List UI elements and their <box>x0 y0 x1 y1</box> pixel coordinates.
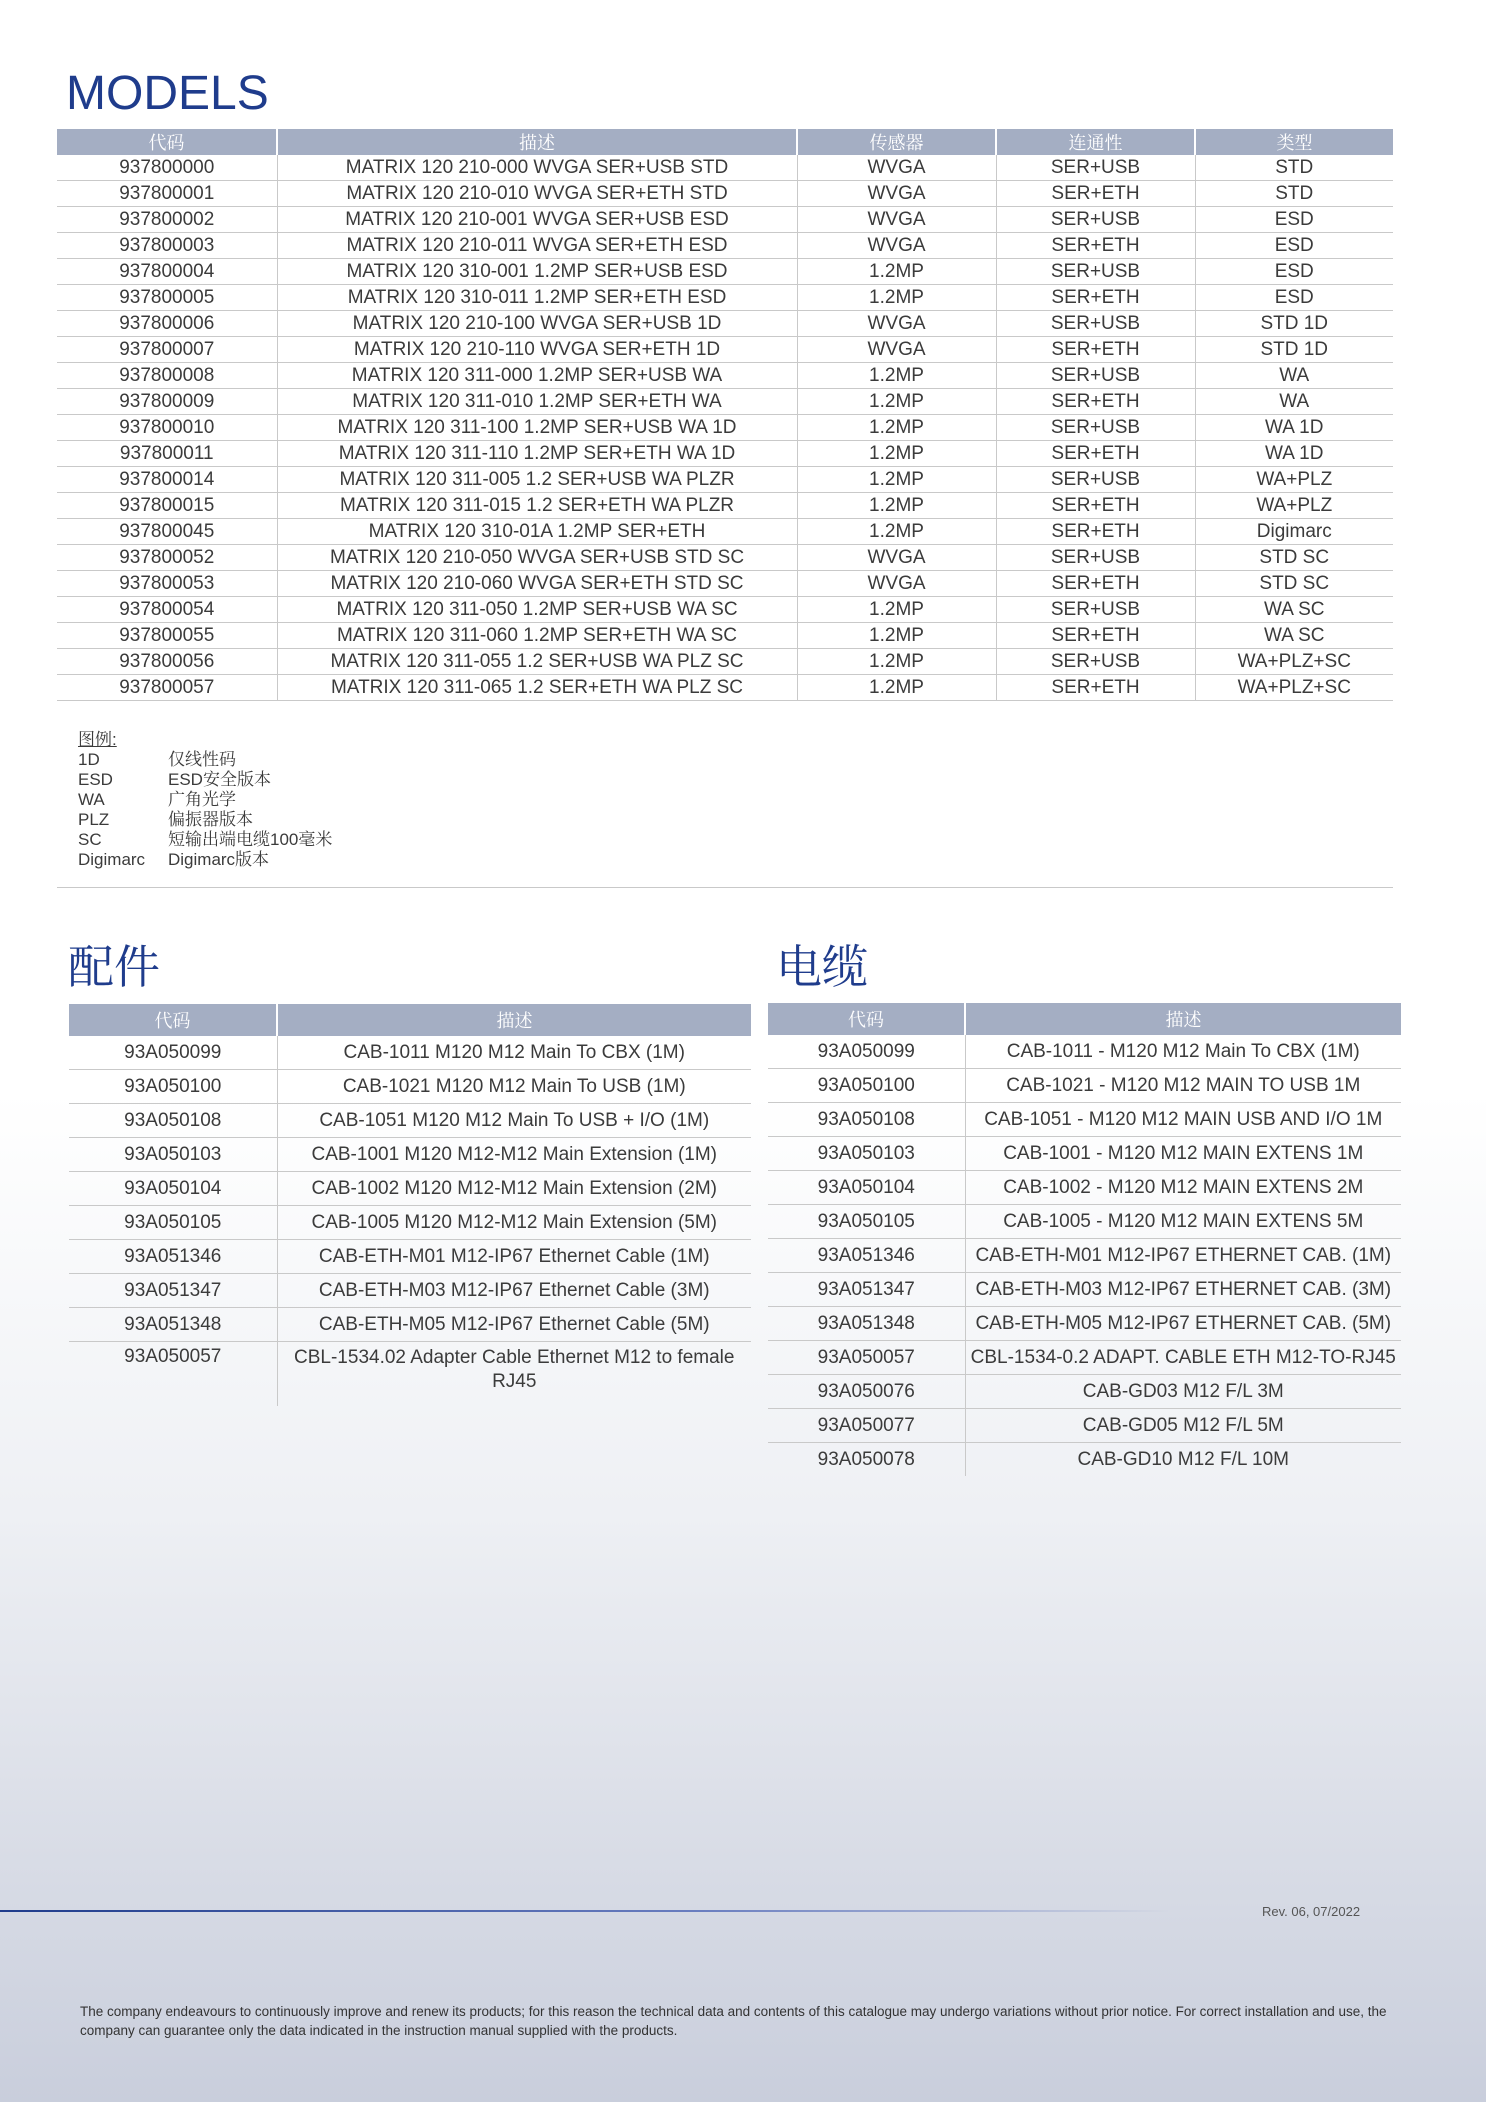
table-row <box>57 363 1393 389</box>
legend-key: 1D <box>78 750 100 769</box>
table-cell: CAB-1001 - M120 M12 MAIN EXTENS 1M <box>965 1137 1401 1171</box>
legend-key: Digimarc <box>78 850 146 869</box>
table-cell: WVGA <box>797 207 996 233</box>
code-cell: 937800052 <box>57 545 277 571</box>
table-row <box>57 389 1393 415</box>
code-cell: 937800010 <box>57 415 277 441</box>
table-row <box>57 467 1393 493</box>
code-cell: 937800007 <box>57 337 277 363</box>
table-row <box>69 1274 751 1308</box>
code-cell: 937800011 <box>57 441 277 467</box>
table-row <box>57 233 1393 259</box>
table-cell: CAB-ETH-M01 M12-IP67 Ethernet Cable (1M) <box>277 1240 751 1274</box>
models-body <box>57 155 1393 701</box>
table-cell: CAB-ETH-M03 M12-IP67 Ethernet Cable (3M) <box>277 1274 751 1308</box>
table-row <box>69 1172 751 1206</box>
code-cell: 93A051347 <box>768 1273 965 1307</box>
code-cell: 93A050078 <box>768 1443 965 1477</box>
cables-header-row <box>768 1003 1401 1035</box>
table-row <box>57 285 1393 311</box>
table-cell: WA+PLZ <box>1195 467 1393 493</box>
table-cell: WVGA <box>797 545 996 571</box>
table-row <box>69 1308 751 1342</box>
table-cell: CAB-ETH-M01 M12-IP67 ETHERNET CAB. (1M) <box>965 1239 1401 1273</box>
table-row <box>69 1036 751 1070</box>
table-cell: CAB-1011 M120 M12 Main To CBX (1M) <box>277 1036 751 1070</box>
table-cell: STD 1D <box>1195 311 1393 337</box>
table-cell: MATRIX 120 210-001 WVGA SER+USB ESD <box>277 207 797 233</box>
table-cell: SER+ETH <box>996 623 1195 649</box>
code-cell: 93A051348 <box>768 1307 965 1341</box>
section-divider <box>57 887 1393 888</box>
table-row <box>57 597 1393 623</box>
table-cell: WA+PLZ <box>1195 493 1393 519</box>
table-cell: STD SC <box>1195 545 1393 571</box>
code-cell: 93A050105 <box>768 1205 965 1239</box>
table-cell: MATRIX 120 310-011 1.2MP SER+ETH ESD <box>277 285 797 311</box>
code-cell: 937800056 <box>57 649 277 675</box>
table-row <box>768 1375 1401 1409</box>
table-row <box>57 441 1393 467</box>
table-cell: CAB-ETH-M05 M12-IP67 ETHERNET CAB. (5M) <box>965 1307 1401 1341</box>
models-header-row <box>57 129 1393 155</box>
code-cell: 937800057 <box>57 675 277 701</box>
column-header: 类型 <box>1195 129 1393 155</box>
table-cell: ESD <box>1195 259 1393 285</box>
table-cell: MATRIX 120 310-01A 1.2MP SER+ETH <box>277 519 797 545</box>
code-cell: 937800009 <box>57 389 277 415</box>
table-row <box>768 1409 1401 1443</box>
table-row <box>57 415 1393 441</box>
code-cell: 93A050103 <box>69 1138 277 1172</box>
table-cell: CAB-1021 M120 M12 Main To USB (1M) <box>277 1070 751 1104</box>
table-cell: MATRIX 120 310-001 1.2MP SER+USB ESD <box>277 259 797 285</box>
footer-accent-line <box>0 1910 1170 1912</box>
code-cell: 937800006 <box>57 311 277 337</box>
table-row <box>57 493 1393 519</box>
accessories-header-row <box>69 1004 751 1036</box>
table-row <box>768 1103 1401 1137</box>
table-cell: ESD <box>1195 233 1393 259</box>
legend-title: 图例: <box>78 730 117 749</box>
table-cell: MATRIX 120 210-100 WVGA SER+USB 1D <box>277 311 797 337</box>
table-row <box>69 1104 751 1138</box>
legend-value: 偏振器版本 <box>168 810 253 829</box>
table-cell: STD <box>1195 155 1393 181</box>
table-cell: ESD <box>1195 207 1393 233</box>
cables-table <box>768 1003 1401 1476</box>
table-cell: SER+USB <box>996 207 1195 233</box>
table-cell: 1.2MP <box>797 415 996 441</box>
table-cell: WA 1D <box>1195 415 1393 441</box>
code-cell: 937800055 <box>57 623 277 649</box>
table-cell: Digimarc <box>1195 519 1393 545</box>
table-cell: 1.2MP <box>797 675 996 701</box>
code-cell: 937800045 <box>57 519 277 545</box>
legend-item <box>78 770 332 790</box>
table-cell: WA 1D <box>1195 441 1393 467</box>
table-cell: MATRIX 120 311-060 1.2MP SER+ETH WA SC <box>277 623 797 649</box>
code-cell: 937800054 <box>57 597 277 623</box>
table-cell: SER+ETH <box>996 519 1195 545</box>
table-row <box>69 1206 751 1240</box>
table-cell: SER+USB <box>996 415 1195 441</box>
table-cell: SER+USB <box>996 311 1195 337</box>
legend-key: PLZ <box>78 810 110 829</box>
legend-item <box>78 750 332 770</box>
table-cell: SER+ETH <box>996 571 1195 597</box>
code-cell: 93A051346 <box>768 1239 965 1273</box>
table-row <box>768 1069 1401 1103</box>
table-cell: SER+USB <box>996 545 1195 571</box>
table-cell: CAB-1011 - M120 M12 Main To CBX (1M) <box>965 1035 1401 1069</box>
accessories-body <box>69 1036 751 1406</box>
code-cell: 93A050100 <box>69 1070 277 1104</box>
table-cell: WVGA <box>797 571 996 597</box>
code-cell: 93A050099 <box>768 1035 965 1069</box>
table-cell: WA <box>1195 389 1393 415</box>
table-row <box>57 649 1393 675</box>
column-header: 代码 <box>57 129 277 155</box>
table-cell: SER+USB <box>996 467 1195 493</box>
code-cell: 937800003 <box>57 233 277 259</box>
code-cell: 937800008 <box>57 363 277 389</box>
legend-value: 短输出端电缆100毫米 <box>168 830 333 849</box>
legend-key: SC <box>78 830 102 849</box>
table-cell: CAB-1005 - M120 M12 MAIN EXTENS 5M <box>965 1205 1401 1239</box>
column-header: 描述 <box>965 1003 1401 1035</box>
code-cell: 93A050100 <box>768 1069 965 1103</box>
table-cell: WVGA <box>797 233 996 259</box>
table-cell: 1.2MP <box>797 519 996 545</box>
table-cell: 1.2MP <box>797 441 996 467</box>
code-cell: 93A050057 <box>69 1342 277 1407</box>
code-cell: 93A051346 <box>69 1240 277 1274</box>
table-row <box>69 1138 751 1172</box>
table-row <box>768 1443 1401 1477</box>
table-cell: 1.2MP <box>797 597 996 623</box>
code-cell: 937800001 <box>57 181 277 207</box>
legend-key: ESD <box>78 770 113 789</box>
legend <box>78 730 332 870</box>
code-cell: 93A050103 <box>768 1137 965 1171</box>
models-table <box>57 129 1393 701</box>
table-cell: CBL-1534-0.2 ADAPT. CABLE ETH M12-TO-RJ45 <box>965 1341 1401 1375</box>
table-row <box>768 1239 1401 1273</box>
table-row <box>57 675 1393 701</box>
table-cell: 1.2MP <box>797 623 996 649</box>
table-cell: MATRIX 120 210-110 WVGA SER+ETH 1D <box>277 337 797 363</box>
code-cell: 93A050099 <box>69 1036 277 1070</box>
table-cell: CBL-1534.02 Adapter Cable Ethernet M12 to female RJ45 <box>294 1347 735 1392</box>
table-cell: SER+ETH <box>996 233 1195 259</box>
table-row <box>57 337 1393 363</box>
code-cell: 93A050105 <box>69 1206 277 1240</box>
table-cell: CAB-ETH-M03 M12-IP67 ETHERNET CAB. (3M) <box>965 1273 1401 1307</box>
table-cell: CAB-1002 - M120 M12 MAIN EXTENS 2M <box>965 1171 1401 1205</box>
table-row <box>69 1070 751 1104</box>
code-cell: 93A050104 <box>69 1172 277 1206</box>
table-cell: 1.2MP <box>797 467 996 493</box>
table-cell: WVGA <box>797 181 996 207</box>
table-cell: STD <box>1195 181 1393 207</box>
legend-value: 仅线性码 <box>168 750 236 769</box>
code-cell: 93A050104 <box>768 1171 965 1205</box>
table-cell: SER+ETH <box>996 441 1195 467</box>
table-row <box>57 519 1393 545</box>
table-row <box>57 571 1393 597</box>
table-cell: 1.2MP <box>797 285 996 311</box>
table-row <box>768 1307 1401 1341</box>
table-row <box>768 1205 1401 1239</box>
table-cell: STD SC <box>1195 571 1393 597</box>
column-header: 代码 <box>69 1004 277 1036</box>
table-cell: MATRIX 120 210-010 WVGA SER+ETH STD <box>277 181 797 207</box>
table-cell: MATRIX 120 311-050 1.2MP SER+USB WA SC <box>277 597 797 623</box>
table-cell: CAB-1001 M120 M12-M12 Main Extension (1M) <box>277 1138 751 1172</box>
table-cell: 1.2MP <box>797 493 996 519</box>
table-row <box>768 1341 1401 1375</box>
footer-disclaimer: The company endeavours to continuously improve and renew its products; for this reason the technical data and contents of this catalogue may undergo variations without prior notice. For correct installation and use, the company can guarantee only the data indicated in the instruction manual supplied with the products. <box>80 2004 1387 2038</box>
table-cell: MATRIX 120 210-050 WVGA SER+USB STD SC <box>277 545 797 571</box>
table-cell: WA SC <box>1195 623 1393 649</box>
table-cell: MATRIX 120 311-000 1.2MP SER+USB WA <box>277 363 797 389</box>
code-cell: 93A050108 <box>768 1103 965 1137</box>
table-cell: MATRIX 120 311-010 1.2MP SER+ETH WA <box>277 389 797 415</box>
table-row <box>768 1171 1401 1205</box>
code-cell: 93A050108 <box>69 1104 277 1138</box>
revision-label: Rev. 06, 07/2022 <box>1262 1904 1361 1919</box>
table-cell: CAB-1021 - M120 M12 MAIN TO USB 1M <box>965 1069 1401 1103</box>
column-header: 描述 <box>277 1004 751 1036</box>
code-cell: 937800002 <box>57 207 277 233</box>
table-cell: SER+ETH <box>996 493 1195 519</box>
table-cell: WA+PLZ+SC <box>1195 675 1393 701</box>
code-cell: 937800053 <box>57 571 277 597</box>
table-cell: CAB-GD05 M12 F/L 5M <box>965 1409 1401 1443</box>
accessories-table <box>69 1004 751 1406</box>
table-row <box>768 1035 1401 1069</box>
legend-value: 广角光学 <box>168 790 236 809</box>
cables-heading: 电缆 <box>776 941 868 993</box>
table-cell: CAB-1051 M120 M12 Main To USB + I/O (1M) <box>277 1104 751 1138</box>
table-cell: MATRIX 120 311-015 1.2 SER+ETH WA PLZR <box>277 493 797 519</box>
table-cell: SER+USB <box>996 363 1195 389</box>
table-row <box>57 181 1393 207</box>
table-cell: CAB-ETH-M05 M12-IP67 Ethernet Cable (5M) <box>277 1308 751 1342</box>
table-row <box>57 545 1393 571</box>
accessories-heading: 配件 <box>68 941 160 993</box>
legend-value: ESD安全版本 <box>168 770 271 789</box>
table-cell: 1.2MP <box>797 363 996 389</box>
table-row <box>57 623 1393 649</box>
table-cell: WVGA <box>797 311 996 337</box>
table-cell: SER+ETH <box>996 675 1195 701</box>
legend-item <box>78 790 332 810</box>
legend-item <box>78 830 332 850</box>
column-header: 传感器 <box>797 129 996 155</box>
code-cell: 937800005 <box>57 285 277 311</box>
table-cell: CAB-1005 M120 M12-M12 Main Extension (5M) <box>277 1206 751 1240</box>
table-row <box>57 311 1393 337</box>
table-cell: WVGA <box>797 337 996 363</box>
legend-item <box>78 850 332 870</box>
table-cell: MATRIX 120 210-011 WVGA SER+ETH ESD <box>277 233 797 259</box>
table-cell: SER+USB <box>996 259 1195 285</box>
table-row <box>57 155 1393 181</box>
code-cell: 93A051348 <box>69 1308 277 1342</box>
column-header: 连通性 <box>996 129 1195 155</box>
table-cell: SER+ETH <box>996 181 1195 207</box>
table-cell: WA SC <box>1195 597 1393 623</box>
table-row <box>768 1273 1401 1307</box>
legend-items <box>78 750 332 870</box>
table-cell: WA <box>1195 363 1393 389</box>
table-cell: SER+USB <box>996 649 1195 675</box>
table-cell: 1.2MP <box>797 389 996 415</box>
table-cell: STD 1D <box>1195 337 1393 363</box>
table-cell: SER+USB <box>996 155 1195 181</box>
table-cell: WA+PLZ+SC <box>1195 649 1393 675</box>
table-row <box>768 1137 1401 1171</box>
table-cell: SER+ETH <box>996 389 1195 415</box>
code-cell: 937800004 <box>57 259 277 285</box>
code-cell: 937800000 <box>57 155 277 181</box>
legend-value: Digimarc版本 <box>168 850 270 869</box>
table-cell: MATRIX 120 311-055 1.2 SER+USB WA PLZ SC <box>277 649 797 675</box>
table-cell: SER+ETH <box>996 285 1195 311</box>
legend-item <box>78 810 332 830</box>
table-cell: CAB-1051 - M120 M12 MAIN USB AND I/O 1M <box>965 1103 1401 1137</box>
table-cell: MATRIX 120 311-110 1.2MP SER+ETH WA 1D <box>277 441 797 467</box>
code-cell: 93A050076 <box>768 1375 965 1409</box>
code-cell: 937800015 <box>57 493 277 519</box>
table-cell: MATRIX 120 311-100 1.2MP SER+USB WA 1D <box>277 415 797 441</box>
table-row <box>69 1240 751 1274</box>
table-cell: CAB-GD03 M12 F/L 3M <box>965 1375 1401 1409</box>
column-header: 代码 <box>768 1003 965 1035</box>
models-heading: MODELS <box>66 67 269 120</box>
cables-body <box>768 1035 1401 1476</box>
table-cell: MATRIX 120 210-000 WVGA SER+USB STD <box>277 155 797 181</box>
table-cell: ESD <box>1195 285 1393 311</box>
column-header: 描述 <box>277 129 797 155</box>
table-row <box>69 1342 751 1407</box>
table-cell: 1.2MP <box>797 649 996 675</box>
table-row <box>57 207 1393 233</box>
code-cell: 93A051347 <box>69 1274 277 1308</box>
table-cell: CAB-1002 M120 M12-M12 Main Extension (2M) <box>277 1172 751 1206</box>
table-cell: WVGA <box>797 155 996 181</box>
table-cell: SER+ETH <box>996 337 1195 363</box>
table-row <box>57 259 1393 285</box>
code-cell: 93A050057 <box>768 1341 965 1375</box>
table-cell: MATRIX 120 311-065 1.2 SER+ETH WA PLZ SC <box>277 675 797 701</box>
code-cell: 93A050077 <box>768 1409 965 1443</box>
table-cell: 1.2MP <box>797 259 996 285</box>
table-cell: CAB-GD10 M12 F/L 10M <box>1077 1448 1290 1470</box>
legend-key: WA <box>78 790 105 809</box>
code-cell: 937800014 <box>57 467 277 493</box>
table-cell: MATRIX 120 210-060 WVGA SER+ETH STD SC <box>277 571 797 597</box>
table-cell: SER+USB <box>996 597 1195 623</box>
table-cell: MATRIX 120 311-005 1.2 SER+USB WA PLZR <box>277 467 797 493</box>
